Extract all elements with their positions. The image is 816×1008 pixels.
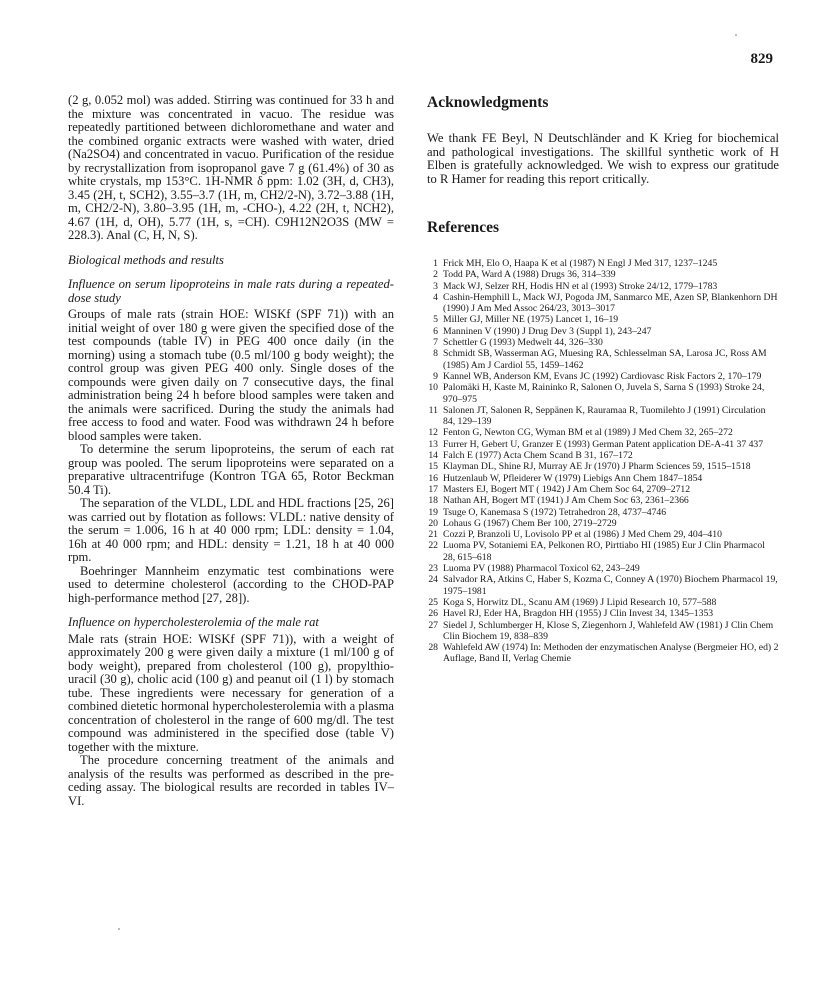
acknowledgments-heading: Acknowledgments bbox=[427, 94, 549, 111]
reference-text: Mack WJ, Selzer RH, Hodis HN et al (1993) Stroke 24/12, 1779–1783 bbox=[443, 280, 718, 292]
references-heading: References bbox=[427, 219, 500, 236]
reference-item bbox=[427, 642, 779, 665]
reference-number: 13 bbox=[428, 438, 438, 450]
reference-number: 4 bbox=[433, 291, 438, 303]
reference-item bbox=[427, 518, 779, 529]
reference-number: 26 bbox=[428, 608, 438, 620]
reference-number: 9 bbox=[433, 370, 438, 382]
reference-text: Koga S, Horwitz DL, Scanu AM (1969) J Lipid Research 10, 577–588 bbox=[443, 596, 717, 608]
reference-number: 15 bbox=[428, 461, 438, 473]
subsection-heading: Influence on hypercholesterolemia of the male rat bbox=[68, 615, 319, 629]
reference-item bbox=[427, 269, 779, 280]
reference-text: Palomäki H, Kaste M, Raininko R, Salonen O, Juvela S, Sarna S (1993) Stroke 24, 970–975 bbox=[443, 382, 765, 405]
reference-number: 1 bbox=[433, 258, 438, 269]
reference-text: Schmidt SB, Wasserman AG, Muesing RA, Schlesselman SA, Larosa JC, Ross AM (1985) Am J Cardiol 55, 1459–1462 bbox=[443, 348, 767, 371]
reference-text: Frick MH, Elo O, Haapa K et al (1987) N Engl J Med 317, 1237–1245 bbox=[443, 258, 718, 269]
reference-text: Wahlefeld AW (1974) In: Methoden der enzymatischen Analyse (Bergmeier HO, ed) 2 Auflage, Band II, Verlag Chemie bbox=[443, 642, 779, 665]
scan-mark bbox=[118, 928, 120, 930]
subsection-heading: Influence on serum lipoproteins in male rats during a repeated-dose study bbox=[68, 277, 394, 305]
section-heading: Biological methods and results bbox=[68, 252, 224, 267]
reference-number: 21 bbox=[428, 529, 438, 541]
reference-item bbox=[427, 461, 779, 472]
reference-item bbox=[427, 450, 779, 461]
reference-item bbox=[427, 382, 779, 405]
reference-number: 28 bbox=[428, 642, 438, 654]
reference-item bbox=[427, 281, 779, 292]
reference-number: 5 bbox=[433, 314, 438, 326]
reference-text: Havel RJ, Eder HA, Bragdon HH (1955) J Clin Invest 34, 1345–1353 bbox=[443, 608, 714, 620]
reference-number: 7 bbox=[433, 337, 438, 349]
reference-number: 24 bbox=[428, 574, 438, 586]
acknowledgments-text: We thank FE Beyl, N Deutschländer and K Krieg for biochemical and pathological investigations. The skillful synthetic work of H Elben is gratefully acknowledged. We wish to express our gratitude to R Hamer for reading this report critically. bbox=[427, 131, 779, 186]
reference-item bbox=[427, 258, 779, 269]
reference-item bbox=[427, 473, 779, 484]
reference-item bbox=[427, 597, 779, 608]
reference-text: Masters EJ, Bogert MT ( 1942) J Am Chem Soc 64, 2709–2712 bbox=[443, 483, 691, 495]
reference-text: Todd PA, Ward A (1988) Drugs 36, 314–339 bbox=[443, 269, 616, 281]
body-paragraph: Boehringer Mannheim enzymatic test combinations were used to determine cholesterol (according to the CHOD-PAP high-performance method [27, 28]). bbox=[68, 563, 394, 605]
reference-text: Luoma PV (1988) Pharmacol Toxicol 62, 243–249 bbox=[443, 563, 640, 575]
body-paragraph: (2 g, 0.052 mol) was added. Stirring was continued for 33 h and the mixture was concentrated in vacuo. The residue was repeatedly partitioned between dichloromethane and water and the combined organic extracts were washed with water, dried (Na2SO4) and concentrated in vacuo. Purification of the residue by recrystallization from isopropanol gave 7 g (61.4%) of 30 as white crystals, mp 153°C. 1H-NMR δ ppm: 1.02 (3H, d, CH3), 3.45 (2H, t, SCH2), 3.55–3.7 (1H, m, CH2/2-N), 3.72–3.88 (1H, m, CH2/2-N), 3.80–3.95 (1H, m, -CHO-), 4.22 (2H, t, NCH2), 4.67 (1H, d, OH), 5.77 (1H, s, =CH). C9H12N2O3S (MW = 228.3). Anal (C, H, N, S). bbox=[68, 93, 394, 242]
reference-number: 23 bbox=[428, 563, 438, 575]
reference-text: Lohaus G (1967) Chem Ber 100, 2719–2729 bbox=[443, 517, 617, 529]
reference-item bbox=[427, 337, 779, 348]
reference-item bbox=[427, 484, 779, 495]
reference-text: Cashin-Hemphill L, Mack WJ, Pogoda JM, Sanmarco ME, Azen SP, Blankenhorn DH (1990) J Am Med Assoc 264/23, 3013–3017 bbox=[443, 291, 778, 315]
references-list bbox=[427, 258, 779, 665]
reference-item bbox=[427, 348, 779, 371]
reference-text: Miller GJ, Miller NE (1975) Lancet 1, 16–19 bbox=[443, 314, 619, 326]
reference-text: Falch E (1977) Acta Chem Scand B 31, 167–172 bbox=[443, 450, 633, 462]
reference-item bbox=[427, 608, 779, 619]
reference-item bbox=[427, 371, 779, 382]
reference-text: Nathan AH, Bogert MT (1941) J Am Chem Soc 63, 2361–2366 bbox=[443, 495, 689, 507]
reference-item bbox=[427, 574, 779, 597]
body-paragraph: The separation of the VLDL, LDL and HDL fractions [25, 26] was carried out by flotation as follows: VLDL: native density of the serum = 1.006, 16 h at 40 000 rpm; LDL: density = 1.04, 16h at 40 000 rpm; and HDL: density = 1.21, 18 h at 40 000 rpm. bbox=[68, 496, 394, 564]
reference-text: Manninen V (1990) J Drug Dev 3 (Suppl 1), 243–247 bbox=[443, 325, 652, 337]
reference-number: 27 bbox=[428, 619, 438, 631]
reference-number: 18 bbox=[428, 495, 438, 507]
reference-item bbox=[427, 326, 779, 337]
body-paragraph: Male rats (strain HOE: WISKf (SPF 71)), with a weight of approximately 200 g were given daily a mixture (1 ml/100 g of body weight), prepared from cholesterol (100 g), propylthio-uracil (30 g), cholic acid (100 g) and peanut oil (1 l) by stomach tube. These ingredients were necessary for generation of a combined dietetic hormonal hypercholesterolemia with a plasma concentration of cholesterol in the range of 600 mg/dl. The test compound was administered in the specified dose (table V) together with the mixture. bbox=[68, 631, 394, 754]
reference-number: 2 bbox=[433, 269, 438, 281]
reference-item bbox=[427, 314, 779, 325]
reference-text: Salonen JT, Salonen R, Seppänen K, Rauramaa R, Tuomilehto J (1991) Circulation 84, 129–139 bbox=[443, 404, 766, 428]
reference-text: Klayman DL, Shine RJ, Murray AE Jr (1970) J Pharm Sciences 59, 1515–1518 bbox=[443, 461, 751, 473]
reference-number: 8 bbox=[433, 348, 438, 360]
reference-number: 3 bbox=[433, 280, 438, 292]
reference-number: 17 bbox=[428, 483, 438, 495]
scan-mark bbox=[735, 34, 737, 36]
reference-number: 11 bbox=[428, 404, 438, 416]
reference-item bbox=[427, 292, 779, 315]
body-paragraph: The procedure concerning treatment of the animals and analysis of the results was performed as described in the pre-ceding assay. The biological results are recorded in tables IV–VI. bbox=[68, 753, 394, 808]
reference-text: Salvador RA, Atkins C, Haber S, Kozma C, Conney A (1970) Biochem Pharmacol 19, 1975–1981 bbox=[443, 574, 778, 597]
reference-text: Siedel J, Schlumberger H, Klose S, Ziegenhorn J, Wahlefeld AW (1981) J Clin Chem Clin Biochem 19, 838–839 bbox=[443, 619, 774, 642]
reference-number: 16 bbox=[428, 472, 438, 484]
reference-item bbox=[427, 529, 779, 540]
right-column bbox=[427, 94, 779, 665]
reference-number: 6 bbox=[433, 325, 438, 337]
reference-number: 22 bbox=[428, 540, 438, 552]
left-column bbox=[68, 94, 394, 808]
reference-number: 25 bbox=[428, 596, 438, 608]
reference-item bbox=[427, 495, 779, 506]
reference-number: 14 bbox=[428, 450, 438, 462]
reference-item bbox=[427, 427, 779, 438]
reference-text: Schettler G (1993) Medwelt 44, 326–330 bbox=[443, 337, 603, 349]
reference-text: Luoma PV, Sotaniemi EA, Pelkonen RO, Pirttiabo HI (1985) Eur J Clin Pharmacol 28, 615–618 bbox=[443, 540, 765, 563]
body-paragraph: To determine the serum lipoproteins, the serum of each rat group was pooled. The serum lipoproteins were separated on a preparative ultracentrifuge (Kontron TGA 65, Rotor Beckman 50.4 Ti). bbox=[68, 442, 394, 497]
reference-number: 12 bbox=[428, 427, 438, 439]
reference-text: Furrer H, Gebert U, Granzer E (1993) German Patent application DE-A-41 37 437 bbox=[443, 438, 764, 450]
body-paragraph: Groups of male rats (strain HOE: WISKf (SPF 71)) with an initial weight of over 180 g were given the specified dose of the test compounds (table IV) in PEG 400 once daily (in the morning) using a stomach tube (0.5 ml/100 g body weight); the control group was given PEG 400 only. Single doses of the compounds were given daily on 7 consecutive days, the final administration being 24 h before blood samples were taken and the animals were sacrificed. During the study the animals had free access to food and water. Food was withdrawn 24 h before blood samples were taken. bbox=[68, 307, 394, 443]
reference-item bbox=[427, 540, 779, 563]
reference-number: 20 bbox=[428, 517, 438, 529]
reference-text: Fenton G, Newton CG, Wyman BM et al (1989) J Med Chem 32, 265–272 bbox=[443, 427, 733, 439]
reference-text: Hutzenlaub W, Pfleiderer W (1979) Liebigs Ann Chem 1847–1854 bbox=[443, 472, 703, 484]
reference-number: 10 bbox=[428, 382, 438, 394]
reference-item bbox=[427, 507, 779, 518]
reference-number: 19 bbox=[428, 506, 438, 518]
reference-text: Cozzi P, Branzoli U, Lovisolo PP et al (1986) J Med Chem 29, 404–410 bbox=[443, 529, 722, 541]
reference-item bbox=[427, 439, 779, 450]
reference-item bbox=[427, 563, 779, 574]
reference-item bbox=[427, 405, 779, 428]
reference-item bbox=[427, 620, 779, 643]
page-number: 829 bbox=[750, 51, 773, 67]
reference-text: Kannel WB, Anderson KM, Evans JC (1992) Cardiovasc Risk Factors 2, 170–179 bbox=[443, 370, 762, 382]
reference-text: Tsuge O, Kanemasa S (1972) Tetrahedron 28, 4737–4746 bbox=[443, 506, 667, 518]
